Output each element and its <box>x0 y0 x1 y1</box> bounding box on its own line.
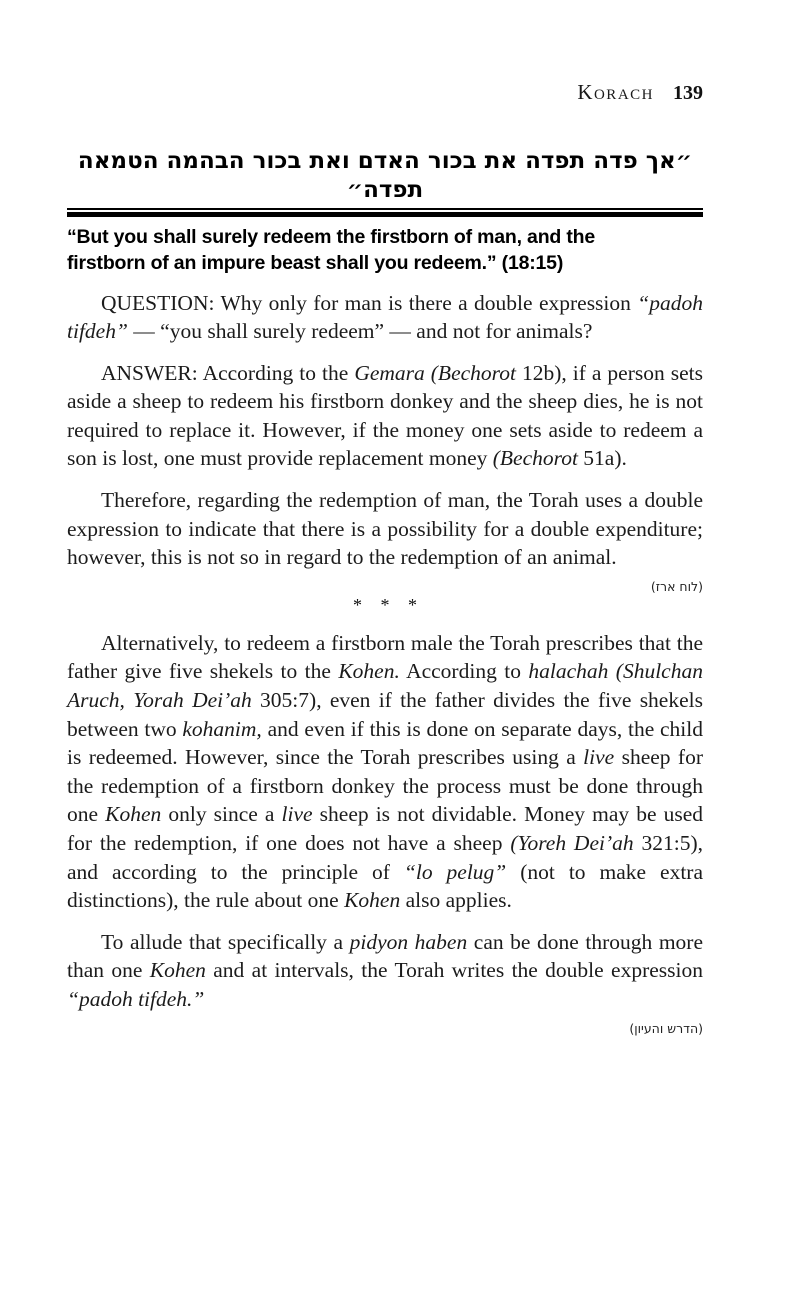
page-number: 139 <box>673 82 703 104</box>
question-paragraph: QUESTION: Why only for man is there a double expression “padoh tifdeh” — “you shall surely redeem” — and not for animals? <box>67 290 703 344</box>
running-head <box>67 80 703 105</box>
source-citation-2: (הדרש והעיון) <box>629 1020 703 1036</box>
verse-translation-line-1: “But you shall surely redeem the firstborn of man, and the <box>67 225 595 248</box>
hebrew-verse-headline: ״אך פדה תפדה את בכור האדם ואת בכור הבהמה הטמאה תפדה״ <box>77 148 693 203</box>
headline-divider <box>67 208 703 217</box>
divider-thin-line <box>67 208 703 210</box>
verse-translation-line-2: firstborn of an impure beast shall you redeem.” (18:15) <box>67 251 564 274</box>
answer-paragraph: ANSWER: According to the Gemara (Bechorot 12b), if a person sets aside a sheep to redeem his firstborn donkey and the sheep dies, he is not required to replace it. However, if the money one sets aside to redeem a son is lost, one must provide replacement money (Bechorot 51a). <box>67 360 703 471</box>
answer-paragraph-2: Therefore, regarding the redemption of man, the Torah uses a double expression to indicate that there is a possibility for a double expenditure; however, this is not so in regard to the redemption of an animal. <box>67 488 703 570</box>
verse-translation <box>67 224 703 276</box>
divider-thick-bar <box>67 212 703 217</box>
alternative-answer-paragraph: Alternatively, to redeem a firstborn male the Torah prescribes that the father give five shekels to the Kohen. According to halachah (Shulchan Aruch, Yorah Dei’ah 305:7), even if the father divides the five shekels between two kohanim, and even if this is done on separate days, the child is redeemed. However, since the Torah prescribes using a live sheep for the redemption of a firstborn donkey the process must be done through one Kohen only since a live sheep is not dividable. Money may be used for the redemption, if one does not have a sheep (Yoreh Dei’ah 321:5), and according to the principle of “lo pelug” (not to make extra distinctions), the rule about one Kohen also applies. <box>67 630 703 913</box>
conclusion-paragraph: To allude that specifically a pidyon haben can be done through more than one Kohen and at intervals, the Torah writes the double expression “padoh tifdeh.” <box>67 929 703 1011</box>
asterisk-separator: * * * <box>353 594 417 615</box>
source-citation-1: (לוח ארז) <box>650 578 703 594</box>
chapter-title: Korach <box>577 80 654 104</box>
